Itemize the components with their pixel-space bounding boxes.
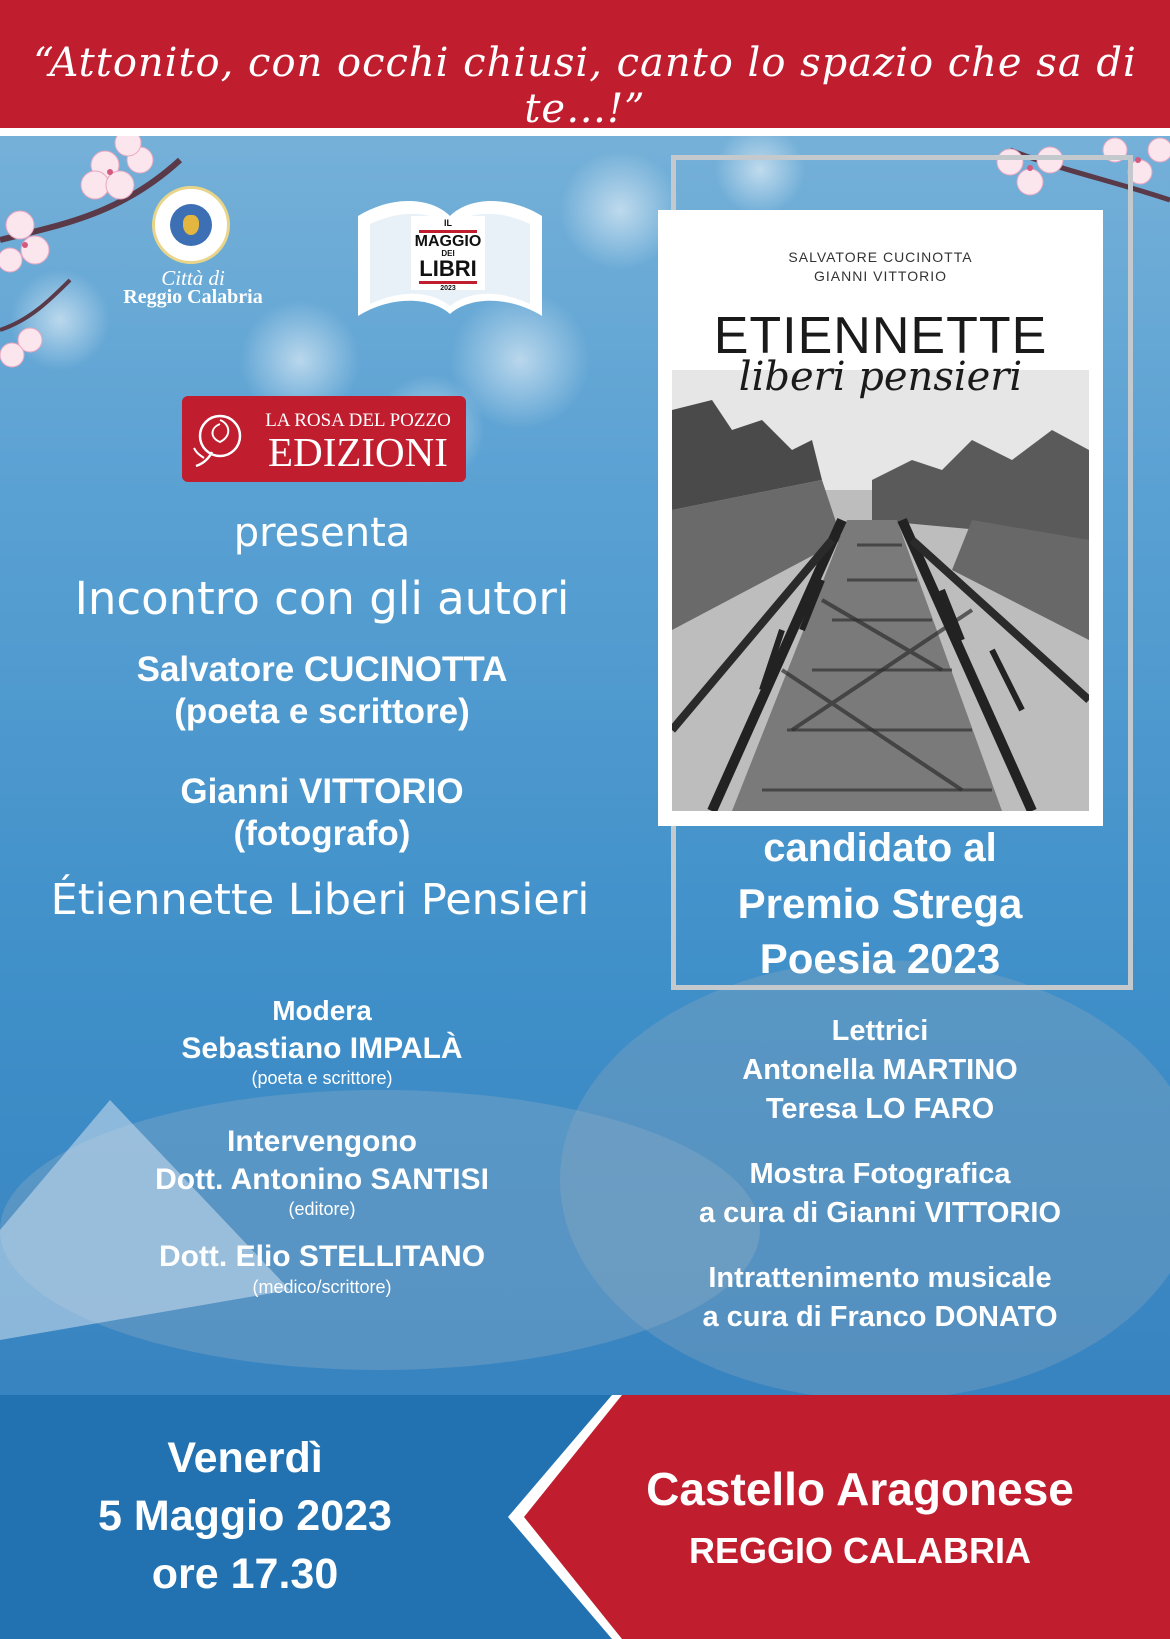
- author2-role: (fotografo): [233, 814, 411, 853]
- author1-name: Salvatore CUCINOTTA: [136, 650, 508, 689]
- reader-1: Antonella MARTINO: [742, 1054, 1018, 1086]
- modera-label: Modera: [272, 995, 372, 1026]
- author2-name: Gianni VITTORIO: [180, 772, 464, 811]
- speaker2-name: Dott. Elio STELLITANO: [158, 1240, 486, 1273]
- footer-date: 5 Maggio 2023: [98, 1492, 392, 1540]
- maggio-badge: [405, 210, 491, 296]
- publisher-line-1: LA ROSA DEL POZZO: [265, 410, 451, 431]
- banner-quote: “Attonito, con occhi chiusi, canto lo spazio che sa di te…!”: [33, 40, 1137, 132]
- speaker1-role: (editore): [288, 1199, 356, 1219]
- cover-authors: [658, 248, 1103, 286]
- top-banner: [0, 0, 1170, 136]
- reader-2: Teresa LO FARO: [765, 1093, 995, 1125]
- cover-title: ETIENNETTE: [713, 307, 1048, 365]
- footer-time: ore 17.30: [151, 1550, 339, 1598]
- maggio-line-5: 2023: [440, 285, 456, 292]
- city-name: Reggio Calabria: [123, 286, 263, 308]
- footer-venue: Castello Aragonese: [646, 1463, 1074, 1515]
- speaker2-role: (medico/scrittore): [252, 1277, 392, 1297]
- author1-role: (poeta e scrittore): [174, 692, 470, 731]
- footer-day: Venerdì: [167, 1434, 323, 1482]
- city-prefix: Città di: [161, 266, 225, 290]
- cover-author-1: SALVATORE CUCINOTTA: [788, 249, 973, 265]
- publisher-logo: [182, 396, 466, 482]
- footer-city: REGGIO CALABRIA: [689, 1530, 1031, 1571]
- cover-author-2: GIANNI VITTORIO: [814, 268, 947, 284]
- maggio-line-2: MAGGIO: [414, 233, 482, 250]
- maggio-line-4: LIBRI: [419, 256, 477, 281]
- mostra-curator: a cura di Gianni VITTORIO: [698, 1197, 1062, 1229]
- intervengono-label: Intervengono: [226, 1125, 417, 1158]
- music-curator: a cura di Franco DONATO: [702, 1301, 1058, 1333]
- publisher-line-2: EDIZIONI: [268, 429, 448, 475]
- mostra-label: Mostra Fotografica: [749, 1158, 1011, 1190]
- award-line-1: candidato al: [763, 826, 997, 870]
- moderator-name: Sebastiano IMPALÀ: [181, 1032, 463, 1065]
- speaker1-name: Dott. Antonino SANTISI: [155, 1163, 489, 1196]
- book-cover: [658, 210, 1103, 826]
- event-title: Incontro con gli autori: [74, 572, 570, 625]
- award-line-3: Poesia 2023: [759, 935, 1001, 982]
- cover-subtitle: liberi pensieri: [738, 354, 1023, 400]
- lettrici-label: Lettrici: [831, 1015, 929, 1047]
- moderator-role: (poeta e scrittore): [251, 1068, 393, 1088]
- book-title: Étiennette Liberi Pensieri: [50, 875, 590, 925]
- award-line-2: Premio Strega: [737, 880, 1023, 927]
- maggio-dei-libri-logo: [350, 186, 550, 322]
- music-label: Intrattenimento musicale: [708, 1262, 1052, 1294]
- cover-photo-bridge: [672, 370, 1089, 811]
- maggio-line-1: IL: [444, 218, 452, 228]
- rose-icon: [190, 408, 250, 468]
- maggio-line-3: DEI: [441, 249, 455, 258]
- presenta-label: presenta: [233, 510, 411, 556]
- city-emblem-icon: [152, 186, 230, 264]
